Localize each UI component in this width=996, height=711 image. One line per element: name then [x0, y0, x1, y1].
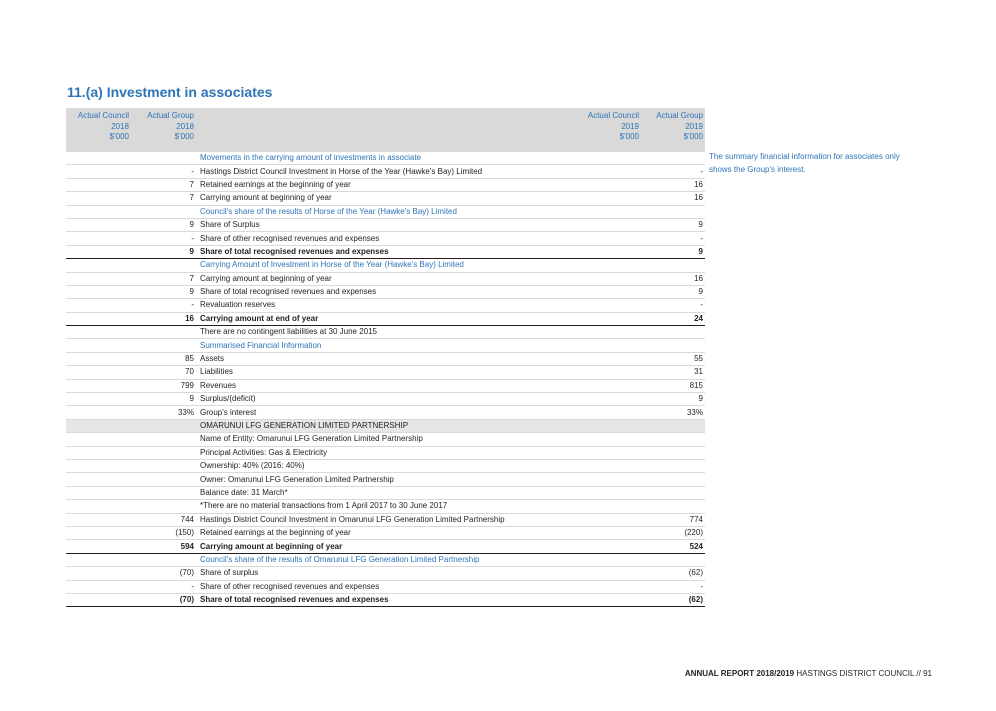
- col-group-2019: [641, 433, 705, 446]
- row-label: Council's share of the results of Horse of the Year (Hawke's Bay) Limited: [196, 205, 576, 218]
- col-council-2019: [576, 473, 641, 486]
- col-group-2019: [641, 473, 705, 486]
- row-label: Revaluation reserves: [196, 299, 576, 312]
- col-council-2018: [66, 406, 131, 419]
- col-group-2019: 16: [641, 178, 705, 191]
- col-council-2018: [66, 567, 131, 580]
- table-row: [66, 152, 705, 165]
- footer-page-number: 91: [923, 669, 932, 678]
- row-label: Share of other recognised revenues and expenses: [196, 232, 576, 245]
- col-group-2018: 70: [131, 366, 196, 379]
- row-label: Owner: Omarunui LFG Generation Limited Partnership: [196, 473, 576, 486]
- col-group-2018: (70): [131, 593, 196, 606]
- footer-separator: //: [916, 669, 921, 678]
- col-council-2019: [576, 553, 641, 566]
- table-row: [66, 192, 705, 205]
- table-row: [66, 285, 705, 298]
- col-group-2019: 31: [641, 366, 705, 379]
- row-label: There are no contingent liabilities at 30 June 2015: [196, 326, 576, 339]
- col-council-2018: [66, 379, 131, 392]
- investment-table: [66, 108, 705, 607]
- col-group-2018: 33%: [131, 406, 196, 419]
- col-group-2019: [641, 446, 705, 459]
- col-council-2018: [66, 419, 131, 432]
- col-group-2018: 9: [131, 218, 196, 231]
- table-row: [66, 218, 705, 231]
- col-council-2019: [576, 285, 641, 298]
- col-council-2018: [66, 540, 131, 553]
- col-council-2018: [66, 259, 131, 272]
- col-council-2018: [66, 339, 131, 352]
- col-group-2018: 7: [131, 272, 196, 285]
- row-label: Group's interest: [196, 406, 576, 419]
- table-row: [66, 393, 705, 406]
- col-group-2019: 774: [641, 513, 705, 526]
- col-council-2019: [576, 165, 641, 178]
- col-council-2018: [66, 205, 131, 218]
- row-label: Retained earnings at the beginning of year: [196, 178, 576, 191]
- col-group-2018: [131, 500, 196, 513]
- col-group-2019: (220): [641, 526, 705, 539]
- col-group-2018: 7: [131, 192, 196, 205]
- col-group-2018: [131, 419, 196, 432]
- row-label: Retained earnings at the beginning of year: [196, 526, 576, 539]
- row-label: Revenues: [196, 379, 576, 392]
- col-group-2019: [641, 500, 705, 513]
- col-group-2019: 16: [641, 272, 705, 285]
- table-row: [66, 553, 705, 566]
- col-council-2018: [66, 299, 131, 312]
- col-council-2018: [66, 433, 131, 446]
- table-row: [66, 352, 705, 365]
- col-group-2018: [131, 205, 196, 218]
- col-group-2018: (150): [131, 526, 196, 539]
- col-council-2019: [576, 446, 641, 459]
- col-council-2018: [66, 500, 131, 513]
- col-council-2018: [66, 513, 131, 526]
- col-group-2018: [131, 486, 196, 499]
- row-label: Name of Entity: Omarunui LFG Generation Limited Partnership: [196, 433, 576, 446]
- footer-report: ANNUAL REPORT 2018/2019: [684, 669, 795, 678]
- col-council-2018: [66, 580, 131, 593]
- table-row: [66, 526, 705, 539]
- col-council-2019: [576, 379, 641, 392]
- col-council-2018: [66, 192, 131, 205]
- col-group-2018: 799: [131, 379, 196, 392]
- col-group-2018: 9: [131, 393, 196, 406]
- row-label: Carrying amount at end of year: [196, 312, 576, 325]
- col-council-2019: [576, 205, 641, 218]
- table-row: [66, 473, 705, 486]
- col-group-2019: -: [641, 580, 705, 593]
- col-council-2018: [66, 486, 131, 499]
- col-council-2018: [66, 245, 131, 258]
- col-council-2019: [576, 366, 641, 379]
- table-row: [66, 459, 705, 472]
- row-label: Movements in the carrying amount of investments in associate: [196, 152, 576, 165]
- col-group-2018: 9: [131, 285, 196, 298]
- col-council-2019: [576, 580, 641, 593]
- col-group-2019: -: [641, 232, 705, 245]
- col-council-2019: [576, 433, 641, 446]
- table-row: [66, 406, 705, 419]
- col-group-2019: [641, 205, 705, 218]
- col-group-2018: (70): [131, 567, 196, 580]
- col-council-2019: [576, 593, 641, 606]
- col-council-2019: [576, 339, 641, 352]
- col-group-2018: -: [131, 165, 196, 178]
- col-council-2018: [66, 593, 131, 606]
- table-row: [66, 205, 705, 218]
- row-label: Share of total recognised revenues and expenses: [196, 593, 576, 606]
- table-row: [66, 379, 705, 392]
- col-group-2019: [641, 486, 705, 499]
- col-group-2018: 9: [131, 245, 196, 258]
- col-council-2019: [576, 272, 641, 285]
- table-row: [66, 419, 705, 432]
- col-council-2018: [66, 165, 131, 178]
- table-row: [66, 245, 705, 258]
- col-group-2018: [131, 339, 196, 352]
- col-council-2018: [66, 393, 131, 406]
- page-title: 11.(a) Investment in associates: [67, 84, 273, 100]
- row-label: Share of other recognised revenues and expenses: [196, 580, 576, 593]
- page-footer: [685, 669, 932, 678]
- col-group-2019: 24: [641, 312, 705, 325]
- col-council-2019: [576, 540, 641, 553]
- table-header-row: [66, 108, 705, 152]
- col-council-2019: [576, 312, 641, 325]
- col-group-2019: 9: [641, 393, 705, 406]
- row-label: Share of total recognised revenues and expenses: [196, 285, 576, 298]
- table-row: [66, 232, 705, 245]
- col-group-2018: [131, 553, 196, 566]
- col-group-2018: -: [131, 299, 196, 312]
- col-council-2019: [576, 419, 641, 432]
- footer-council: HASTINGS DISTRICT COUNCIL: [796, 669, 915, 678]
- col-council-2019: [576, 299, 641, 312]
- col-group-2019: [641, 553, 705, 566]
- table-row: [66, 486, 705, 499]
- col-council-2018: [66, 232, 131, 245]
- col-group-2018: -: [131, 232, 196, 245]
- col-group-2019: -: [641, 299, 705, 312]
- col-group-2018: [131, 259, 196, 272]
- col-council-2018: [66, 553, 131, 566]
- row-label: Liabilities: [196, 366, 576, 379]
- col-council-2019: [576, 178, 641, 191]
- col-council-2019: [576, 500, 641, 513]
- table-row: [66, 165, 705, 178]
- row-label: Carrying amount at beginning of year: [196, 192, 576, 205]
- row-label: Hastings District Council Investment in Horse of the Year (Hawke's Bay) Limited: [196, 165, 576, 178]
- col-council-2019: [576, 486, 641, 499]
- row-label: Hastings District Council Investment in Omarunui LFG Generation Limited Partnership: [196, 513, 576, 526]
- col-council-2019: [576, 218, 641, 231]
- col-group-2018: 594: [131, 540, 196, 553]
- col-group-2019: 33%: [641, 406, 705, 419]
- col-group-2018: 7: [131, 178, 196, 191]
- col-group-2018: [131, 459, 196, 472]
- table-row: [66, 567, 705, 580]
- col-council-2018: [66, 459, 131, 472]
- row-label: Principal Activities: Gas & Electricity: [196, 446, 576, 459]
- col-group-2019: 9: [641, 218, 705, 231]
- col-council-2019: [576, 567, 641, 580]
- col-group-2019: [641, 326, 705, 339]
- row-label: Share of total recognised revenues and expenses: [196, 245, 576, 258]
- col-council-2019: [576, 326, 641, 339]
- row-label: *There are no material transactions from 1 April 2017 to 30 June 2017: [196, 500, 576, 513]
- col-council-2018: [66, 473, 131, 486]
- table-row: [66, 500, 705, 513]
- header-blank: [196, 108, 576, 152]
- row-label: Carrying Amount of Investment in Horse of the Year (Hawke's Bay) Limited: [196, 259, 576, 272]
- table-row: [66, 593, 705, 606]
- col-council-2018: [66, 312, 131, 325]
- side-note: The summary financial information for associates only shows the Group's interest.: [709, 152, 900, 174]
- col-council-2018: [66, 272, 131, 285]
- col-group-2018: 85: [131, 352, 196, 365]
- row-label: Balance date: 31 March*: [196, 486, 576, 499]
- col-group-2018: [131, 152, 196, 165]
- table-row: [66, 178, 705, 191]
- row-label: Summarised Financial Information: [196, 339, 576, 352]
- col-group-2019: (62): [641, 593, 705, 606]
- col-group-2018: [131, 446, 196, 459]
- col-council-2019: [576, 352, 641, 365]
- table-row: [66, 299, 705, 312]
- col-group-2019: 16: [641, 192, 705, 205]
- header-actual-group-2018: Actual Group 2018 $'000: [131, 108, 196, 152]
- col-council-2018: [66, 526, 131, 539]
- table-body: [66, 152, 705, 607]
- col-group-2019: 524: [641, 540, 705, 553]
- col-group-2019: (62): [641, 567, 705, 580]
- col-council-2018: [66, 285, 131, 298]
- row-label: Share of surplus: [196, 567, 576, 580]
- table-row: [66, 312, 705, 325]
- col-council-2019: [576, 406, 641, 419]
- table-row: [66, 339, 705, 352]
- col-council-2019: [576, 526, 641, 539]
- table-row: [66, 326, 705, 339]
- col-group-2018: 744: [131, 513, 196, 526]
- col-council-2018: [66, 178, 131, 191]
- col-group-2019: 9: [641, 285, 705, 298]
- row-label: Carrying amount at beginning of year: [196, 540, 576, 553]
- table-row: [66, 446, 705, 459]
- row-label: Ownership: 40% (2016: 40%): [196, 459, 576, 472]
- table-row: [66, 433, 705, 446]
- col-group-2019: [641, 459, 705, 472]
- col-group-2019: [641, 419, 705, 432]
- col-council-2019: [576, 245, 641, 258]
- table-row: [66, 580, 705, 593]
- col-council-2018: [66, 352, 131, 365]
- col-council-2019: [576, 232, 641, 245]
- col-council-2019: [576, 192, 641, 205]
- table-row: [66, 259, 705, 272]
- header-actual-council-2019: Actual Council 2019 $'000: [576, 108, 641, 152]
- col-group-2019: 9: [641, 245, 705, 258]
- row-label: Carrying amount at beginning of year: [196, 272, 576, 285]
- col-council-2019: [576, 259, 641, 272]
- col-group-2018: [131, 433, 196, 446]
- col-council-2018: [66, 446, 131, 459]
- col-group-2019: [641, 259, 705, 272]
- col-group-2019: [641, 152, 705, 165]
- row-label: OMARUNUI LFG GENERATION LIMITED PARTNERSHIP: [196, 419, 576, 432]
- row-label: Share of Surplus: [196, 218, 576, 231]
- col-council-2018: [66, 366, 131, 379]
- col-group-2019: -: [641, 165, 705, 178]
- row-label: Assets: [196, 352, 576, 365]
- col-council-2018: [66, 152, 131, 165]
- col-group-2019: 815: [641, 379, 705, 392]
- col-group-2018: [131, 473, 196, 486]
- table-row: [66, 366, 705, 379]
- col-group-2019: [641, 339, 705, 352]
- col-group-2018: 16: [131, 312, 196, 325]
- col-group-2019: 55: [641, 352, 705, 365]
- row-label: Council's share of the results of Omarunui LFG Generation Limited Partnership: [196, 553, 576, 566]
- table-row: [66, 540, 705, 553]
- col-council-2019: [576, 513, 641, 526]
- header-actual-group-2019: Actual Group 2019 $'000: [641, 108, 705, 152]
- col-council-2019: [576, 459, 641, 472]
- table-row: [66, 272, 705, 285]
- col-council-2018: [66, 218, 131, 231]
- col-council-2018: [66, 326, 131, 339]
- row-label: Surplus/(deficit): [196, 393, 576, 406]
- col-council-2019: [576, 393, 641, 406]
- col-council-2019: [576, 152, 641, 165]
- col-group-2018: -: [131, 580, 196, 593]
- header-actual-council-2018: Actual Council 2018 $'000: [66, 108, 131, 152]
- table-row: [66, 513, 705, 526]
- col-group-2018: [131, 326, 196, 339]
